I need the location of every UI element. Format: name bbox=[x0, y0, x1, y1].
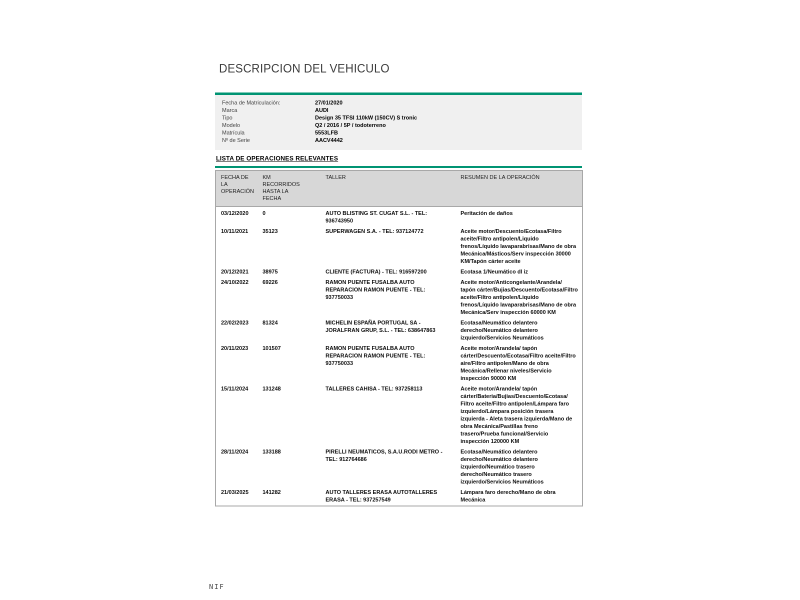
vehicle-field-value: 5553LFB bbox=[315, 130, 338, 136]
vehicle-field bbox=[222, 130, 577, 138]
operation-workshop: SUPERWAGEN S.A. - TEL: 937124772 bbox=[325, 228, 424, 235]
col-header-fecha-label: FECHA DE LA OPERACIÓN bbox=[221, 174, 255, 195]
vehicle-field-label: Tipo bbox=[222, 115, 233, 121]
vehicle-field bbox=[222, 137, 577, 145]
operation-date: 20/11/2023 bbox=[221, 345, 249, 352]
operation-workshop: AUTO TALLERES ERASA AUTOTALLERES ERASA - TEL: 937257549 bbox=[325, 489, 438, 503]
operation-summary: Peritación de daños bbox=[460, 210, 513, 217]
vehicle-field-value: Q2 / 2016 / 5P / todoterreno bbox=[315, 122, 386, 129]
operation-workshop: AUTO BLISTING ST. CUGAT S.L. - TEL: 936743950 bbox=[325, 210, 428, 224]
vehicle-field-value: 27/01/2020 bbox=[315, 100, 343, 106]
operations-table-header bbox=[216, 171, 583, 207]
operations-table bbox=[215, 170, 583, 507]
operation-workshop: RAMON PUENTE FUSALBA AUTO REPARACION RAMON PUENTE - TEL: 937750033 bbox=[325, 279, 426, 301]
operation-km: 81324 bbox=[262, 320, 278, 326]
operation-date: 20/12/2021 bbox=[221, 269, 249, 275]
operation-km: 0 bbox=[262, 210, 266, 217]
operation-summary: Aceite motor/Descuento/Ecotasa/Filtro aceite/Filtro antipolen/Liquido frenos/Líquido lavaparabrisas/Mano de obra Mecánica/Másticos/Serv inspección 30000 KM/Tapón cárter aceite bbox=[460, 228, 577, 265]
table-row bbox=[216, 344, 583, 385]
operation-km: 131248 bbox=[262, 386, 281, 392]
operation-summary: Aceite motor/Arandela/ tapón cárter/Descuento/Ecotasa/Filtro aceite/Filtro aire/Filtro antipolen/Mano de obra Mecánica/Rellenar niveles/Servicio inspección 90000 KM bbox=[460, 345, 576, 382]
header-row bbox=[216, 171, 583, 207]
operation-km: 35123 bbox=[262, 228, 278, 235]
vehicle-field-label: Matrícula bbox=[222, 130, 245, 136]
vehicle-field-value: AACV4442 bbox=[315, 137, 343, 144]
operation-summary: Ecotasa 1/Neumático dl iz bbox=[460, 269, 529, 275]
page-title: DESCRIPCION DEL VEHICULO bbox=[219, 62, 390, 75]
table-row bbox=[216, 318, 583, 344]
table-row bbox=[216, 384, 583, 447]
col-header-taller bbox=[321, 171, 456, 207]
col-header-fecha bbox=[216, 171, 258, 207]
vehicle-field-label: Modelo bbox=[222, 122, 241, 129]
vehicle-field bbox=[222, 115, 577, 123]
footer-note: NIF bbox=[209, 583, 225, 591]
table-row bbox=[216, 488, 583, 507]
operation-workshop: RAMON PUENTE FUSALBA AUTO REPARACION RAMON PUENTE - TEL: 937750033 bbox=[325, 345, 426, 367]
table-row bbox=[216, 267, 583, 278]
col-header-taller-label: TALLER bbox=[325, 174, 346, 181]
operation-summary: Ecotasa/Neumático delantero derecho/Neumático delantero izquierdo/Servicios Neumáticos bbox=[460, 320, 544, 341]
accent-divider bbox=[215, 166, 582, 168]
operation-summary: Aceite motor/Anticongelante/Arandela/ tapón cárter/Bujias/Descuento/Ecotasa/Filtro aceite/Filtro antipolen/Liquido frenos/Líquido lavaparabrisas/Mano de obra Mecánica/Serv inspección 60000 KM bbox=[460, 279, 578, 316]
vehicle-field-value: AUDI bbox=[315, 107, 329, 114]
vehicle-field-label: Nº de Serie bbox=[222, 137, 250, 144]
vehicle-field bbox=[222, 100, 577, 108]
table-row bbox=[216, 278, 583, 319]
operation-date: 15/11/2024 bbox=[221, 386, 249, 392]
operation-km: 69226 bbox=[262, 279, 278, 286]
operation-workshop: CLIENTE (FACTURA) - TEL: 916597200 bbox=[325, 269, 427, 275]
report-content bbox=[215, 62, 582, 507]
table-row bbox=[216, 227, 583, 268]
vehicle-field-label: Fecha de Matriculación: bbox=[222, 100, 281, 106]
operation-date: 24/10/2022 bbox=[221, 279, 249, 286]
operation-km: 133188 bbox=[262, 449, 281, 455]
operation-date: 28/11/2024 bbox=[221, 449, 249, 455]
operations-heading: LISTA DE OPERACIONES RELEVANTES bbox=[216, 155, 339, 162]
col-header-resumen-label: RESUMEN DE LA OPERACIÓN bbox=[460, 174, 540, 181]
col-header-resumen bbox=[456, 171, 583, 207]
vehicle-field-label: Marca bbox=[222, 107, 238, 114]
vehicle-field bbox=[222, 107, 577, 115]
operations-table-body bbox=[216, 207, 583, 507]
operation-workshop: MICHELIN ESPAÑA PORTUGAL SA - JORALFRAN GRUP, S.L. - TEL: 638647863 bbox=[325, 320, 436, 334]
col-header-km bbox=[258, 171, 321, 207]
operation-date: 22/02/2023 bbox=[221, 320, 249, 326]
operation-km: 141282 bbox=[262, 489, 281, 496]
vehicle-field-value: Design 35 TFSI 110kW (150CV) S tronic bbox=[315, 115, 418, 121]
operation-summary: Ecotasa/Neumático delantero derecho/Neumático delantero izquierdo/Neumático trasero derecho/Neumático trasero izquierdo/Servicios Neumáticos bbox=[460, 449, 544, 485]
col-header-km-label: KM RECORRIDOS HASTA LA FECHA bbox=[262, 174, 300, 202]
operation-workshop: TALLERES CAHISA - TEL: 937258113 bbox=[325, 386, 423, 392]
operation-date: 10/11/2021 bbox=[221, 228, 249, 235]
operation-summary: Lámpara faro derecho/Mano de obra Mecánica bbox=[460, 489, 556, 503]
operation-workshop: PIRELLI NEUMATICOS, S.A.U.RODI METRO - TEL: 912764686 bbox=[325, 449, 443, 463]
operation-date: 03/12/2020 bbox=[221, 210, 249, 217]
operation-summary: Aceite motor/Arandela/ tapón cárter/Bateria/Bujias/Descuento/Ecotasa/ Filtro aceite/Filtro antipolen/Lámpara faro izquierdo/Lámpara posición trasera izquierda - Aleta trasera izquierda/Mano de obra Mecánica/Pastillas freno trasero/Prueba funcional/Servicio inspección 120000 KM bbox=[460, 386, 573, 445]
table-row bbox=[216, 447, 583, 488]
vehicle-info-panel bbox=[215, 93, 582, 151]
operation-km: 38975 bbox=[262, 269, 278, 275]
table-row bbox=[216, 207, 583, 227]
vehicle-field bbox=[222, 122, 577, 130]
operation-km: 101507 bbox=[262, 345, 281, 352]
operation-date: 21/03/2025 bbox=[221, 489, 249, 496]
